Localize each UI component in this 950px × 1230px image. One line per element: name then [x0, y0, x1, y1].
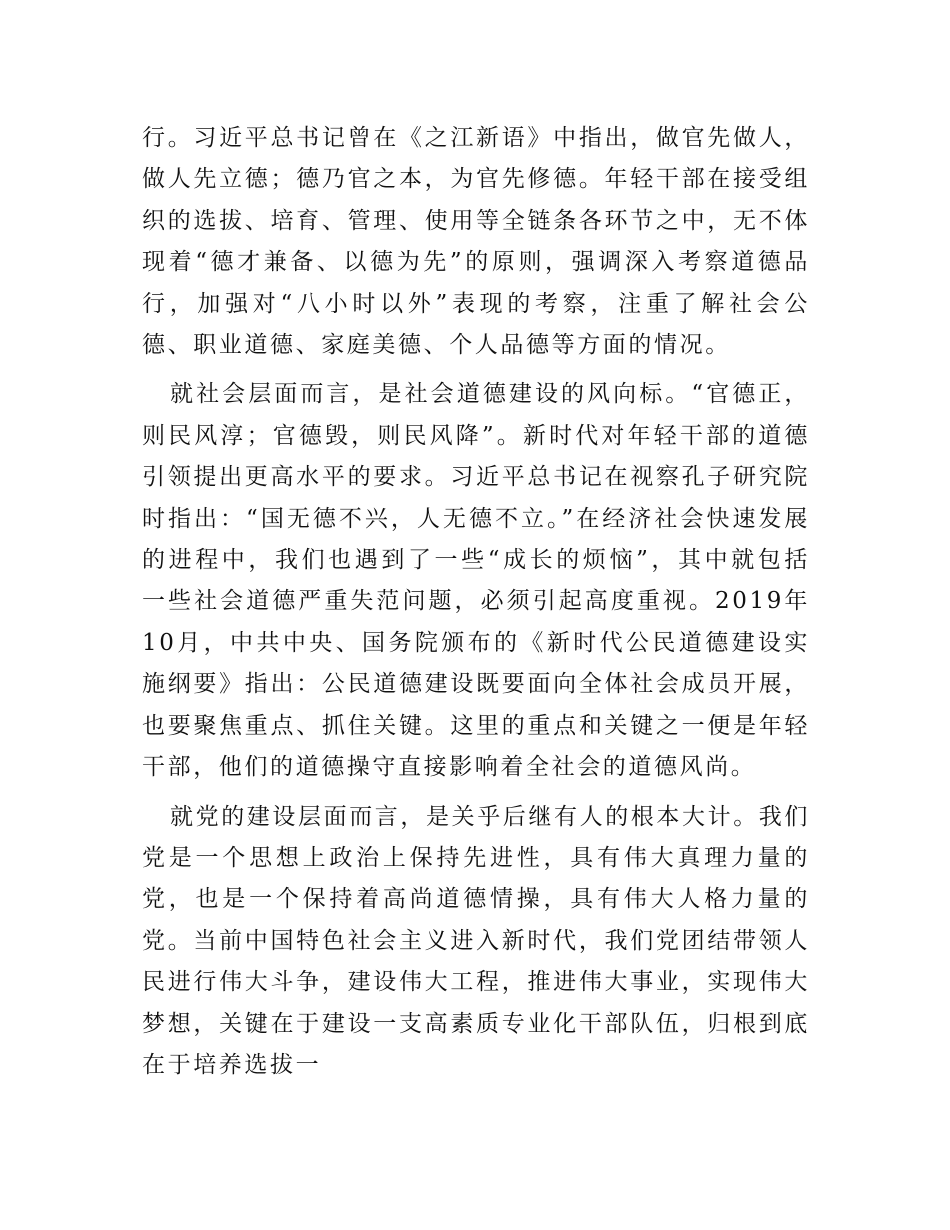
paragraph-3: 就党的建设层面而言，是关乎后继有人的根本大计。我们党是一个思想上政治上保持先进性，具有伟大真理力量的党，也是一个保持着高尚道德情操，具有伟大人格力量的党。当前中国特色社会主义进入新时代，我们党团结带领人民进行伟大斗争，建设伟大工程，推进伟大事业，实现伟大梦想，关键在于建设一支高素质专业化干部队伍，归根到底在于培养选拔一 [142, 803, 810, 1078]
paragraph-2: 就社会层面而言，是社会道德建设的风向标。“官德正，则民风淳；官德毁，则民风降”。新时代对年轻干部的道德引领提出更高水平的要求。习近平总书记在视察孔子研究院时指出：“国无德不兴，人无德不立。”在经济社会快速发展的进程中，我们也遇到了一些“成长的烦恼”，其中就包括一些社会道德严重失范问题，必须引起高度重视。2019年10月，中共中央、国务院颁布的《新时代公民道德建设实施纲要》指出：公民道德建设既要面向全体社会成员开展，也要聚焦重点、抓住关键。这里的重点和关键之一便是年轻干部，他们的道德操守直接影响着全社会的道德风尚。 [142, 381, 810, 781]
paragraph-1: 行。习近平总书记曾在《之江新语》中指出，做官先做人，做人先立德；德乃官之本，为官先修德。年轻干部在接受组织的选拔、培育、管理、使用等全链条各环节之中，无不体现着“德才兼备、以德为先”的原则，强调深入考察道德品行，加强对“八小时以外”表现的考察，注重了解社会公德、职业道德、家庭美德、个人品德等方面的情况。 [142, 125, 810, 359]
document-body [142, 118, 810, 1094]
